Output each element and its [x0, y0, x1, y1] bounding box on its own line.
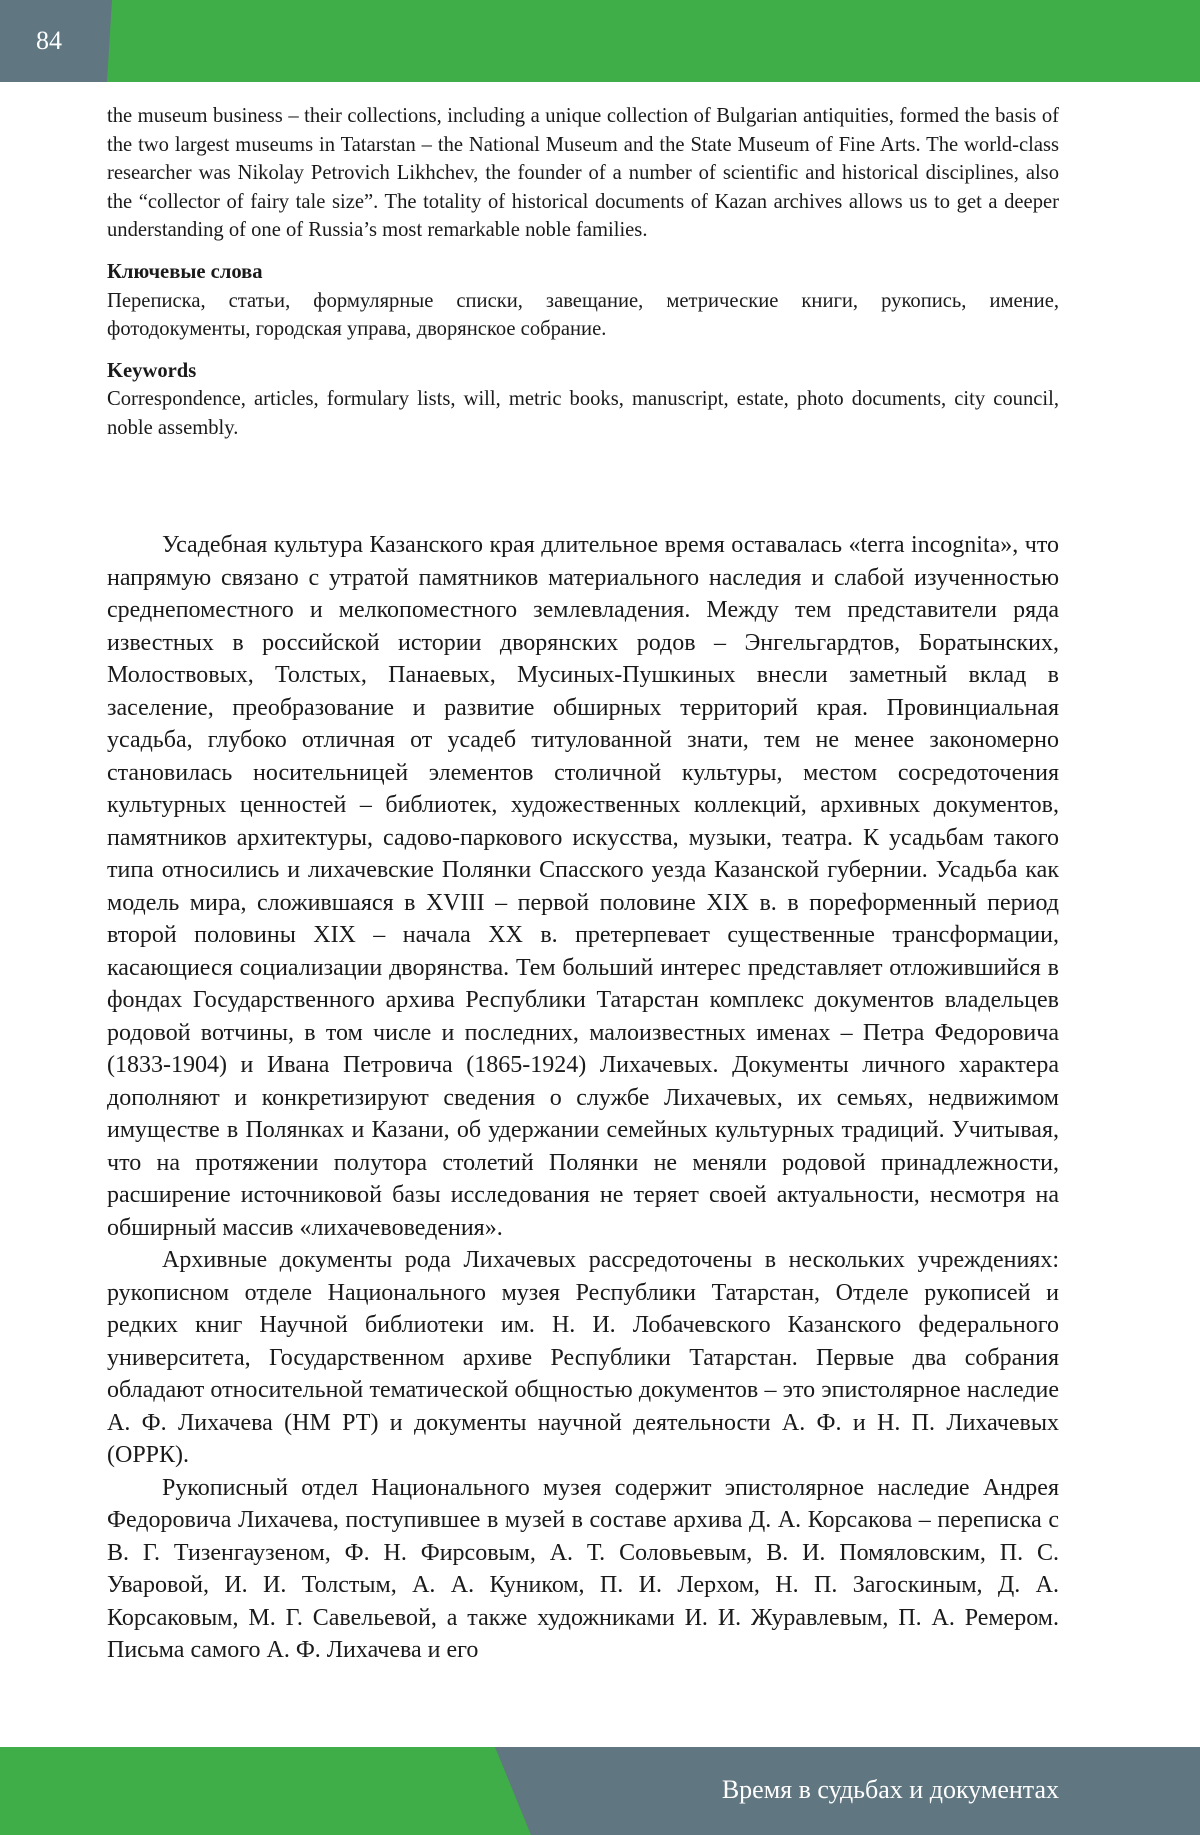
keywords-en-text: Correspondence, articles, formulary lists, will, metric books, manuscript, estate, photo documents, city council, noble assembly. [107, 388, 1059, 439]
footer-green-tab [0, 1747, 531, 1835]
page-number: 84 [36, 26, 62, 55]
journal-title: Время в судьбах и документах [721, 1775, 1059, 1804]
english-abstract-paragraph: the museum business – their collections, including a unique collection of Bulgarian antiquities, formed the basis of the two largest museums in Tatarstan – the National Museum and the State Museum of Fine Arts. The world-class researcher was Nikolay Petrovich Likhchev, the founder of a number of scientific and historical disciplines, also the “collector of fairy tale size”. The totality of historical documents of Kazan archives allows us to get a deeper understanding of one of Russia’s most remarkable noble families. [107, 105, 1059, 242]
keywords-ru-block [107, 258, 1059, 344]
keywords-ru-text: Переписка, статьи, формулярные списки, завещание, метрические книги, рукопись, имение, фотодокументы, городская управа, дворянское собрание. [107, 289, 1059, 341]
header-green-band [0, 0, 1200, 82]
keywords-en-block [107, 357, 1059, 443]
page-footer [0, 1747, 1200, 1835]
article-body [107, 529, 1059, 1667]
body-paragraph-1: Усадебная культура Казанского края длительное время оставалась «terra incognita», что напрямую связано с утратой памятников материального наследия и слабой изученностью среднепоместного и мелкопоместного землевладения. Между тем представители ряда известных в российской истории дворянских родов – Энгельгардтов, Боратынских, Молоствовых, Толстых, Панаевых, Мусиных-Пушкиных внесли заметный вклад в заселение, преобразование и развитие обширных территорий края. Провинциальная усадьба, глубоко отличная от усадеб титулованной знати, тем не менее закономерно становилась носительницей элементов столичной культуры, местом сосредоточения культурных ценностей – библиотек, художественных коллекций, архивных документов, памятников архитектуры, садово-паркового искусства, музыки, театра. К усадьбам такого типа относились и лихачевские Полянки Спасского уезда Казанской губернии. Усадьба как модель мира, сложившаяся в XVIII – первой половине XIX в. в пореформенный период второй половины XIX – начала XX в. претерпевает существенные трансформации, касающиеся социализации дворянства. Тем больший интерес представляет отложившийся в фондах Государственного архива Республики Татарстан комплекс документов владельцев родовой вотчины, в том числе и последних, малоизвестных именах – Петра Федоровича (1833-1904) и Ивана Петровича (1865-1924) Лихачевых. Документы личного характера дополняют и конкретизируют сведения о службе Лихачевых, их семьях, недвижимом имуществе в Полянках и Казани, об удержании семейных культурных традиций. Учитывая, что на протяжении полутора столетий Полянки не меняли родовой принадлежности, расширение источниковой базы исследования не теряет своей актуальности, несмотря на обширный массив «лихачевоведения». [107, 532, 1059, 1241]
page-header [0, 0, 1200, 82]
body-paragraph-3: Рукописный отдел Национального музея содержит эпистолярное наследие Андрея Федоровича Лихачева, поступившее в музей в составе архива Д. А. Корсакова – переписка с В. Г. Тизенгаузеном, Ф. Н. Фирсовым, А. Т. Соловьевым, В. И. Помяловским, П. С. Уваровой, И. И. Толстым, А. А. Куником, П. И. Лерхом, Н. П. Загоскиным, Д. А. Корсаковым, М. Г. Савельевой, а также художниками И. И. Журавлевым, П. А. Ремером. Письма самого А. Ф. Лихачева и его [107, 1474, 1059, 1663]
body-paragraph-2: Архивные документы рода Лихачевых рассредоточены в нескольких учреждениях: рукописном отделе Национального музея Республики Татарстан, Отделе рукописей и редких книг Научной библиотеки им. Н. И. Лобачевского Казанского федерального университета, Государственном архиве Республики Татарстан. Первые два собрания обладают относительной тематической общностью документов – это эпистолярное наследие А. Ф. Лихачева (НМ РТ) и документы научной деятельности А. Ф. и Н. П. Лихачевых (ОРРК). [107, 1247, 1059, 1468]
keywords-en-title: Keywords [107, 359, 197, 382]
header-band [0, 0, 1200, 82]
keywords-ru-title: Ключевые слова [107, 260, 263, 283]
abstract-section [107, 102, 1059, 443]
